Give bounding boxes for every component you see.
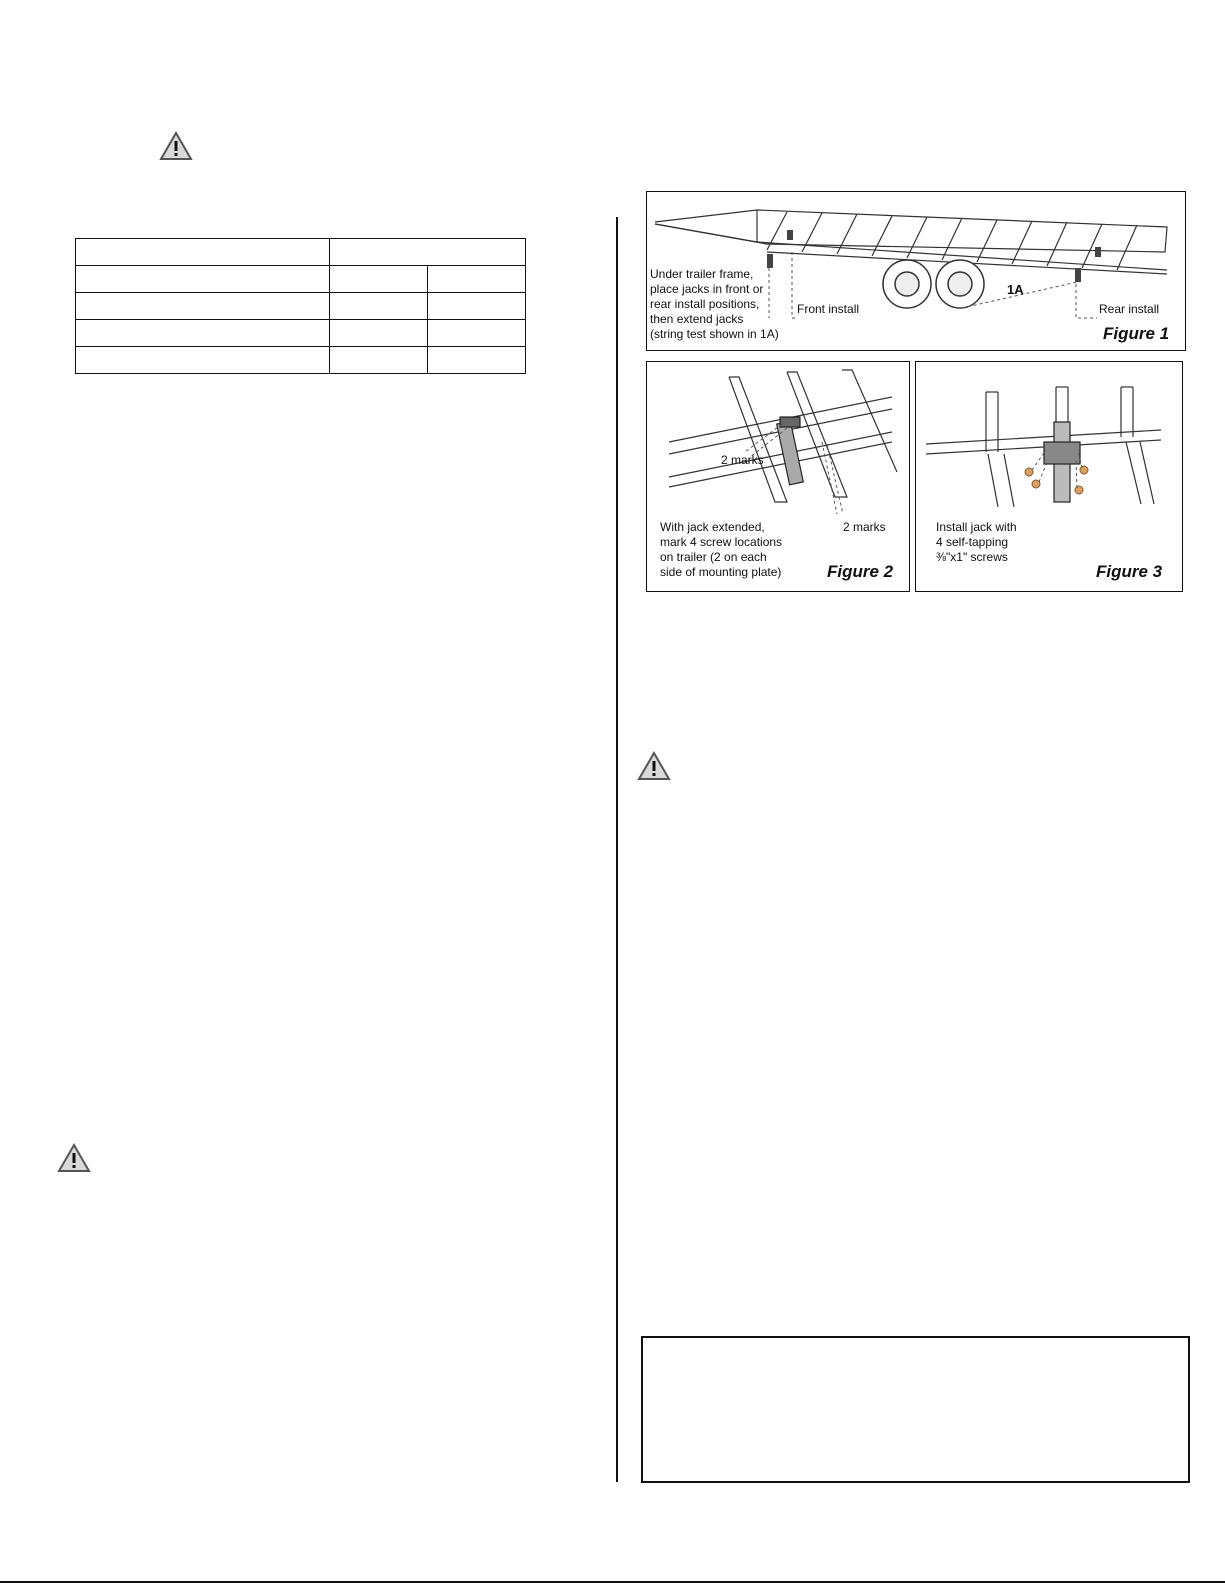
table-cell (428, 320, 526, 347)
caption-line: With jack extended, (660, 520, 765, 534)
table-row (76, 320, 526, 347)
table-cell (76, 239, 330, 266)
1a-label: 1A (1007, 282, 1024, 297)
table-cell (330, 320, 428, 347)
table-cell (76, 320, 330, 347)
table-row (76, 293, 526, 320)
table-cell (330, 266, 428, 293)
caption-line: 4 self-tapping (936, 535, 1009, 549)
table-cell (76, 266, 330, 293)
rear-install-label: Rear install (1099, 302, 1160, 316)
caption-line: side of mounting plate) (660, 565, 782, 579)
caption-line: then extend jacks (650, 312, 744, 326)
figure-1-caption (650, 267, 779, 342)
figure-2-caption (660, 520, 782, 580)
table-cell (330, 293, 428, 320)
figure-2 (646, 361, 910, 592)
table-cell (76, 293, 330, 320)
table-row (76, 266, 526, 293)
warning-triangle-icon (159, 131, 193, 161)
table-cell (330, 347, 428, 374)
table-cell (428, 347, 526, 374)
caption-line: Install jack with (936, 520, 1017, 534)
caption-line: on trailer (2 on each (660, 550, 767, 564)
caption-line: mark 4 screw locations (660, 535, 783, 549)
marks-right-label: 2 marks (843, 520, 886, 534)
figure-3-title: Figure 3 (1096, 562, 1163, 581)
caption-line: (string test shown in 1A) (650, 327, 779, 341)
figure-1-title: Figure 1 (1103, 324, 1170, 343)
caption-line: Under trailer frame, (650, 267, 754, 281)
warning-triangle-icon (637, 751, 671, 781)
caption-line: ⅜"x1" screws (936, 550, 1008, 564)
figure-3 (915, 361, 1183, 592)
front-install-label: Front install (797, 302, 860, 316)
table-cell (428, 293, 526, 320)
table-row (76, 239, 526, 266)
figure-2-title: Figure 2 (827, 562, 894, 581)
figure-1 (646, 191, 1186, 351)
caption-line: rear install positions, (650, 297, 760, 311)
table-cell (76, 347, 330, 374)
footer-rule (0, 1581, 1225, 1583)
note-box (641, 1336, 1190, 1483)
warning-triangle-icon (57, 1143, 91, 1173)
table-row (76, 347, 526, 374)
spec-table (75, 238, 526, 374)
table-cell (428, 266, 526, 293)
marks-left-label: 2 marks (721, 453, 764, 467)
figure-3-caption (936, 520, 1017, 565)
caption-line: place jacks in front or (650, 282, 764, 296)
column-divider (616, 217, 618, 1482)
table-cell (330, 239, 526, 266)
